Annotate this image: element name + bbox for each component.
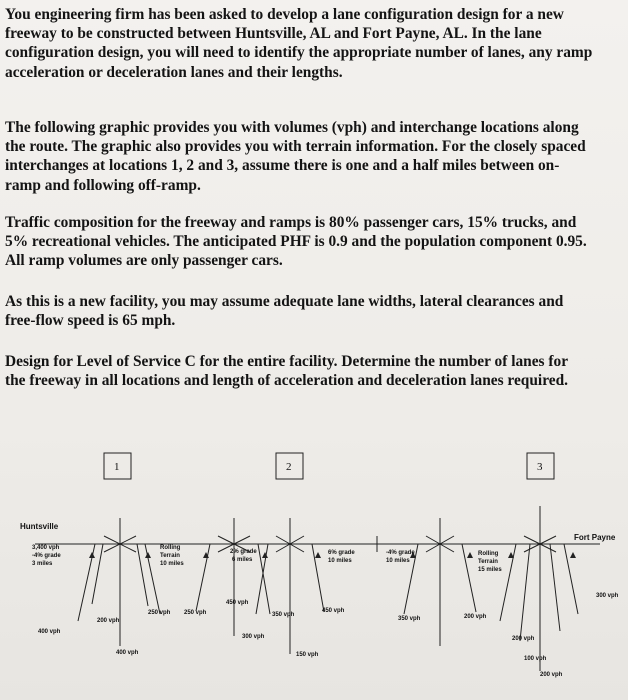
location-label-2: 2 xyxy=(286,461,292,473)
location-label-3: 3 xyxy=(537,461,543,473)
ramp-volume: 450 vph xyxy=(322,608,345,614)
interchange-2b xyxy=(256,518,324,654)
text-line: 5% recreational vehicles. The anticipated PHF is 0.9 and the population component 0.95. xyxy=(5,233,587,251)
text-line: interchanges at locations 1, 2 and 3, assume there is one and a half miles between on- xyxy=(5,157,560,175)
ramp-volume: 400 vph xyxy=(116,650,139,656)
graphic-paragraph xyxy=(5,118,625,195)
text-line: Traffic composition for the freeway and ramps is 80% passenger cars, 15% trucks, and xyxy=(5,214,577,231)
segment-5-length: 10 miles xyxy=(386,558,410,564)
facility-paragraph xyxy=(5,292,625,330)
segment-1-volume: 3,400 vph xyxy=(32,545,60,551)
text-line: configuration design, you will need to identify the appropriate number of lanes, any ramp xyxy=(5,44,593,62)
text-line: The following graphic provides you with volumes (vph) and interchange locations along xyxy=(5,119,579,136)
segment-2-length: 10 miles xyxy=(160,561,184,567)
text-line: acceleration or deceleration lanes and their lengths. xyxy=(5,63,343,81)
start-city-label: Huntsville xyxy=(20,522,59,531)
text-line: As this is a new facility, you may assume adequate lane widths, lateral clearances and xyxy=(5,293,564,310)
segment-4-length: 10 miles xyxy=(328,558,352,564)
freeway-diagram xyxy=(0,436,628,700)
ramp-volume: 450 vph xyxy=(226,600,249,606)
text-line: freeway to be constructed between Huntsville, AL and Fort Payne, AL. In the lane xyxy=(5,25,542,43)
segment-3-length: 6 miles xyxy=(232,557,253,563)
location-label-1: 1 xyxy=(114,461,120,473)
segment-1-grade: -4% grade xyxy=(32,553,61,559)
text-line: You engineering firm has been asked to develop a lane configuration design for a new xyxy=(5,6,564,23)
ramp-volume: 200 vph xyxy=(512,636,535,642)
text-line: the freeway in all locations and length of acceleration and deceleration lanes required. xyxy=(5,372,568,390)
text-line: ramp and following off-ramp. xyxy=(5,176,201,194)
text-line: Design for Level of Service C for the entire facility. Determine the number of lanes for xyxy=(5,353,569,370)
ramp-volume: 300 vph xyxy=(596,593,619,599)
interchange-1 xyxy=(78,518,160,646)
segment-6-length: 15 miles xyxy=(478,567,502,573)
segment-6-terrain-2: Terrain xyxy=(478,559,498,565)
ramp-volume: 350 vph xyxy=(398,616,421,622)
segment-5-grade: -4% grade xyxy=(386,550,415,556)
segment-4-grade: 6% grade xyxy=(328,550,355,556)
segment-3-grade: 2% grade xyxy=(230,549,257,555)
ramp-volume: 100 vph xyxy=(524,656,547,662)
interchange-3b xyxy=(500,506,578,671)
segment-2-terrain-2: Terrain xyxy=(160,553,180,559)
ramp-volume: 200 vph xyxy=(540,672,563,678)
ramp-volume: 400 vph xyxy=(38,629,61,635)
ramp-volume: 200 vph xyxy=(464,614,487,620)
end-city-label: Fort Payne xyxy=(574,533,616,542)
ramp-volume: 300 vph xyxy=(242,634,265,640)
interchange-2a xyxy=(196,518,270,636)
design-paragraph xyxy=(5,352,625,390)
text-line: All ramp volumes are only passenger cars. xyxy=(5,252,283,270)
segment-1-length: 3 miles xyxy=(32,561,53,567)
segment-2-terrain: Rolling xyxy=(160,545,181,551)
segment-6-terrain: Rolling xyxy=(478,551,499,557)
ramp-volume: 200 vph xyxy=(97,618,120,624)
text-line: free-flow speed is 65 mph. xyxy=(5,312,176,330)
text-line: the route. The graphic also provides you with terrain information. For the closely spaced xyxy=(5,138,586,156)
ramp-volume: 350 vph xyxy=(272,612,295,618)
ramp-volume: 250 vph xyxy=(148,610,171,616)
traffic-paragraph xyxy=(5,213,625,271)
ramp-volume: 250 vph xyxy=(184,610,207,616)
intro-paragraph xyxy=(5,5,625,82)
interchange-3a xyxy=(404,518,476,646)
ramp-volume: 150 vph xyxy=(296,652,319,658)
